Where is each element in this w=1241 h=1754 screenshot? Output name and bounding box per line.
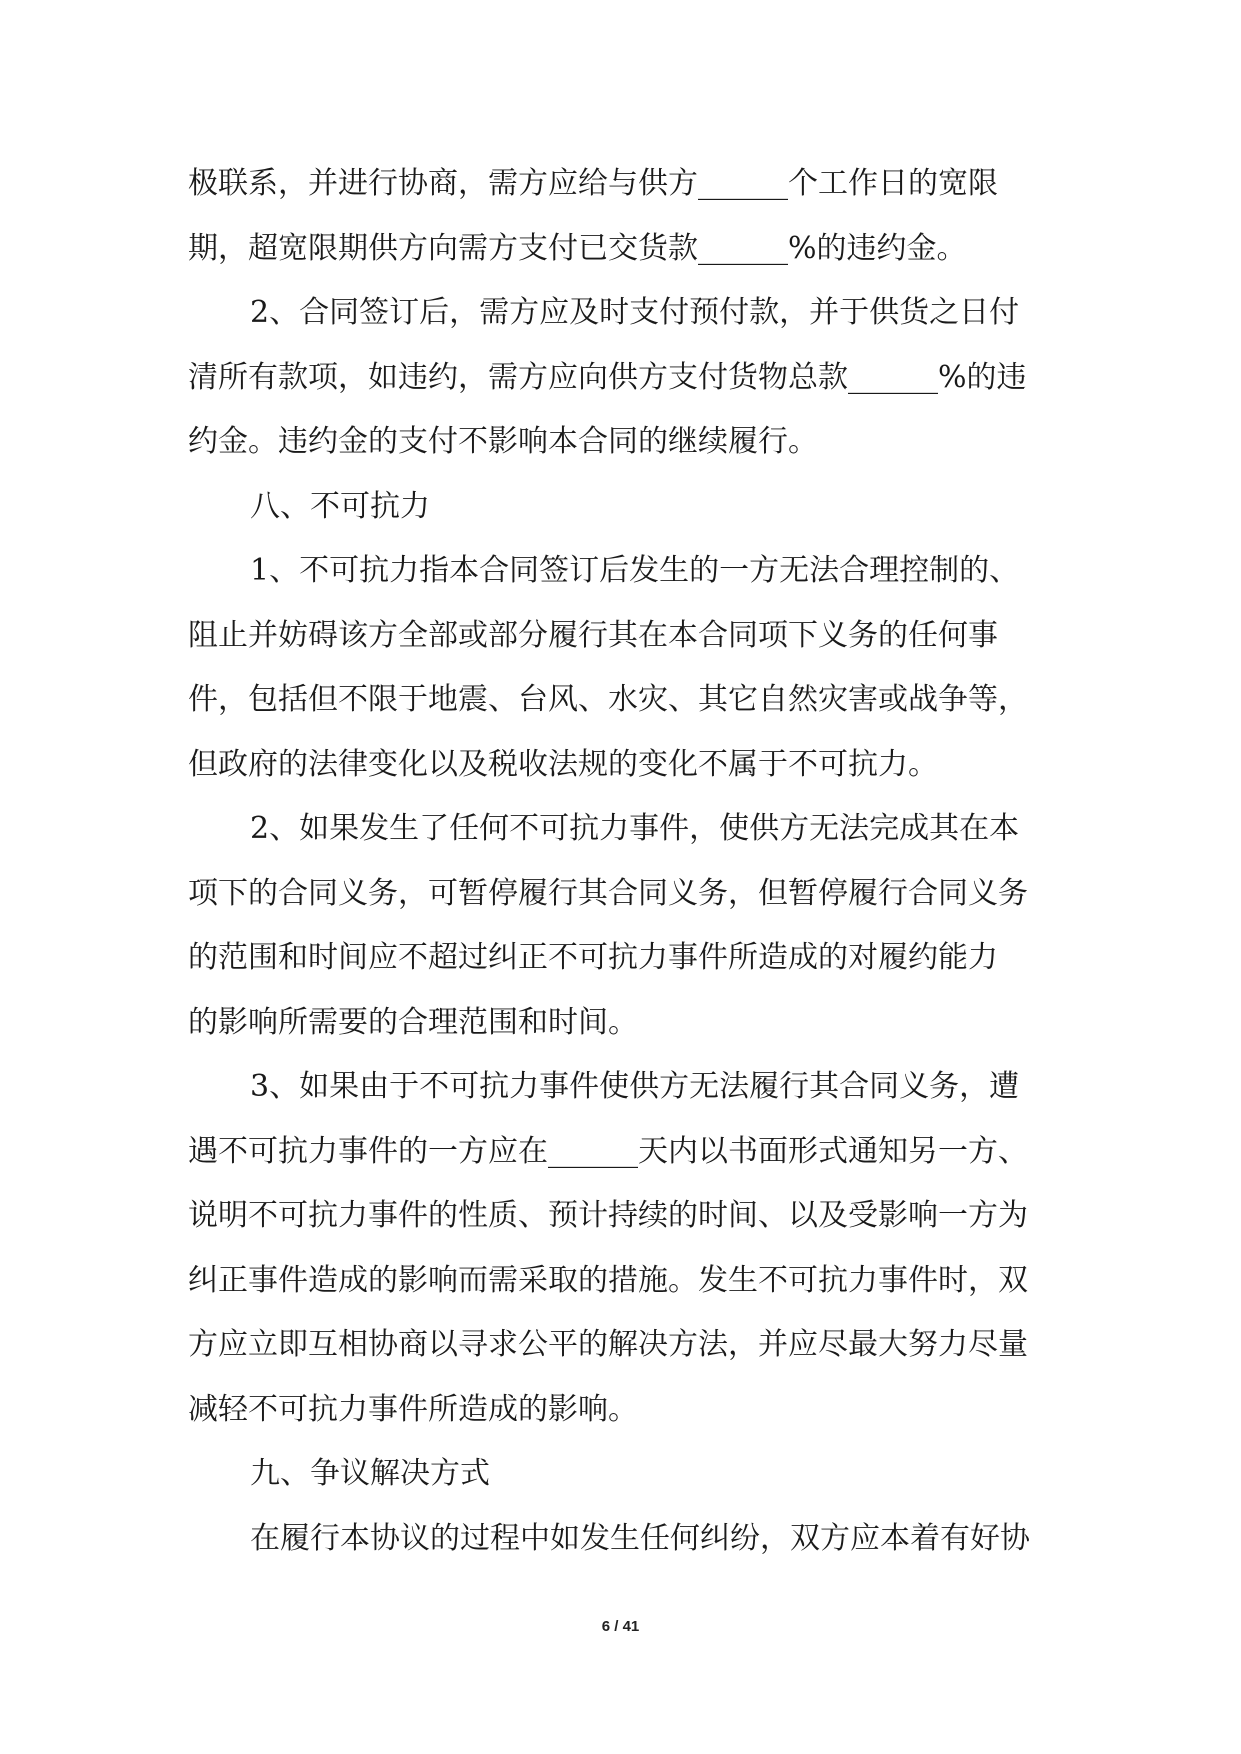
text-line: 在履行本协议的过程中如发生任何纠纷，双方应本着有好协 — [250, 1520, 1030, 1556]
text-line: 2、合同签订后，需方应及时支付预付款，并于供货之日付 — [250, 295, 1020, 330]
text-line: 八、不可抗力 — [250, 488, 430, 524]
text-line: 期，超宽限期供方向需方支付已交货款______%的违约金。 — [188, 230, 967, 266]
text-line: 极联系，并进行协商，需方应给与供方______个工作日的宽限 — [188, 166, 998, 201]
text-line: 的范围和时间应不超过纠正不可抗力事件所造成的对履约能力 — [188, 940, 998, 975]
page-number: 6 / 41 — [601, 1618, 640, 1635]
text-line: 纠正事件造成的影响而需采取的措施。发生不可抗力事件时，双 — [188, 1262, 1028, 1298]
text-line: 说明不可抗力事件的性质、预计持续的时间、以及受影响一方为 — [188, 1198, 1028, 1233]
text-line: 清所有款项，如违约，需方应向供方支付货物总款______%的违 — [188, 359, 1027, 395]
text-line: 减轻不可抗力事件所造成的影响。 — [188, 1391, 638, 1427]
text-line: 的影响所需要的合理范围和时间。 — [188, 1004, 638, 1040]
text-line: 3、如果由于不可抗力事件使供方无法履行其合同义务，遭 — [250, 1069, 1020, 1104]
text-line: 但政府的法律变化以及税收法规的变化不属于不可抗力。 — [188, 746, 938, 782]
text-line: 约金。违约金的支付不影响本合同的继续履行。 — [188, 424, 818, 459]
text-line: 阻止并妨碍该方全部或部分履行其在本合同项下义务的任何事 — [188, 617, 998, 653]
text-line: 件，包括但不限于地震、台风、水灾、其它自然灾害或战争等， — [188, 682, 1028, 717]
text-line: 遇不可抗力事件的一方应在______天内以书面形式通知另一方、 — [188, 1133, 1028, 1169]
text-line: 项下的合同义务，可暂停履行其合同义务，但暂停履行合同义务 — [188, 875, 1028, 911]
document-body — [188, 162, 1068, 1581]
text-line: 方应立即互相协商以寻求公平的解决方法，并应尽最大努力尽量 — [188, 1327, 1028, 1362]
text-line: 九、争议解决方式 — [250, 1456, 490, 1491]
text-line: 2、如果发生了任何不可抗力事件，使供方无法完成其在本 — [250, 811, 1020, 846]
text-line: 1、不可抗力指本合同签订后发生的一方无法合理控制的、 — [250, 553, 1020, 588]
